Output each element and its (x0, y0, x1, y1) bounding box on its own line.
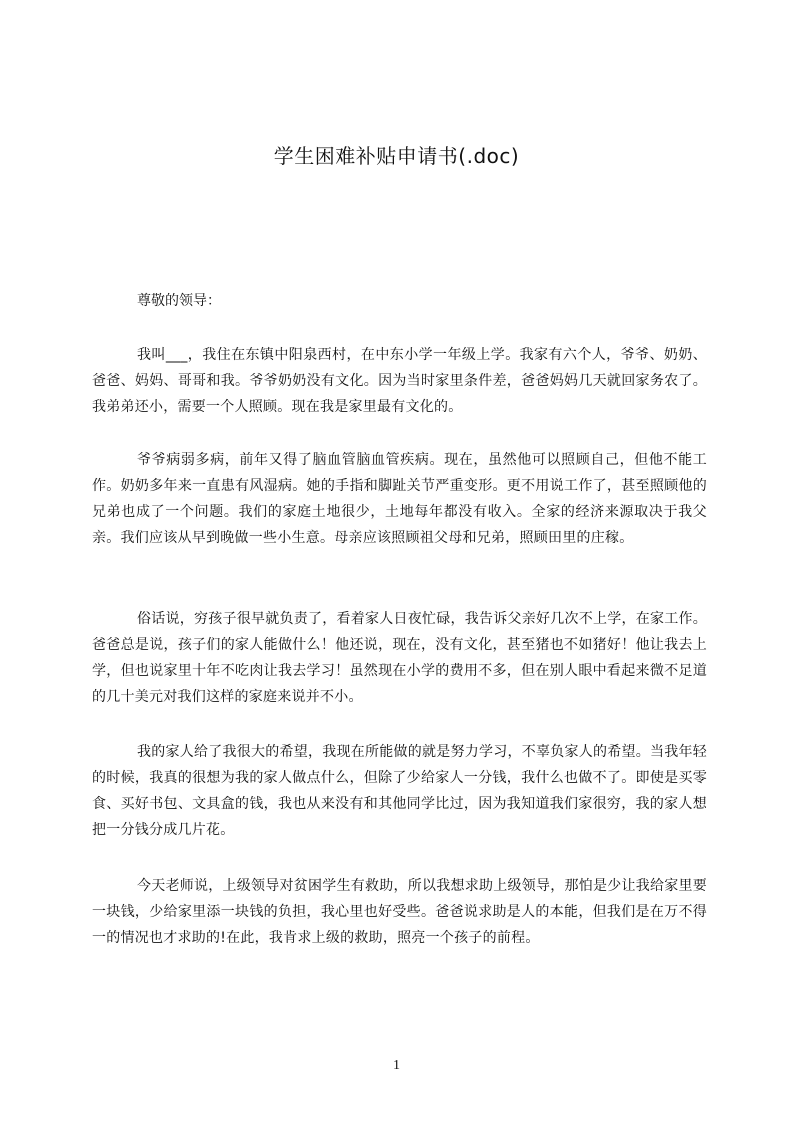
paragraph-2: 爷爷病弱多病，前年又得了脑血管脑血管疾病。现在，虽然他可以照顾自己，但他不能工作。奶奶多年来一直患有风湿病。她的手指和脚趾关节严重变形。更不用说工作了，甚至照顾他的兄弟也成了一个问题。我们的家庭土地很少，土地每年都没有收入。全家的经济来源取决于我父亲。我们应该从早到晚做一些小生意。母亲应该照顾祖父母和兄弟，照顾田里的庄稼。 (92, 452, 707, 546)
salutation: 尊敬的领导： (137, 293, 221, 309)
paragraph-1: 我叫___，我住在东镇中阳泉西村，在中东小学一年级上学。我家有六个人，爷爷、奶奶、爸爸、妈妈、哥哥和我。爷爷奶奶没有文化。因为当时家里条件差，爸爸妈妈几天就回家务农了。我弟弟还小，需要一个人照顾。现在我是家里最有文化的。 (92, 347, 707, 415)
paragraph-5: 今天老师说，上级领导对贫困学生有救助，所以我想求助上级领导，那怕是少让我给家里要一块钱，少给家里添一块钱的负担，我心里也好受些。爸爸说求助是人的本能，但我们是在万不得一的情况也才求助的!在此，我肯求上级的救助，照亮一个孩子的前程。 (92, 878, 707, 946)
page-number: 1 (393, 1058, 400, 1073)
document-title: 学生困难补贴申请书(.doc) (273, 144, 520, 168)
paragraph-4: 我的家人给了我很大的希望，我现在所能做的就是努力学习，不辜负家人的希望。当我年轻的时候，我真的很想为我的家人做点什么，但除了少给家人一分钱，我什么也做不了。即使是买零食、买好书包、文具盒的钱，我也从来没有和其他同学比过，因为我知道我们家很穷，我的家人想把一分钱分成几片花。 (92, 744, 707, 838)
paragraph-3: 俗话说，穷孩子很早就负责了，看着家人日夜忙碌，我告诉父亲好几次不上学，在家工作。爸爸总是说，孩子们的家人能做什么！他还说，现在，没有文化，甚至猪也不如猪好！他让我去上学，但也说家里十年不吃肉让我去学习！虽然现在小学的费用不多，但在别人眼中看起来微不足道的几十美元对我们这样的家庭来说并不小。 (92, 611, 707, 705)
